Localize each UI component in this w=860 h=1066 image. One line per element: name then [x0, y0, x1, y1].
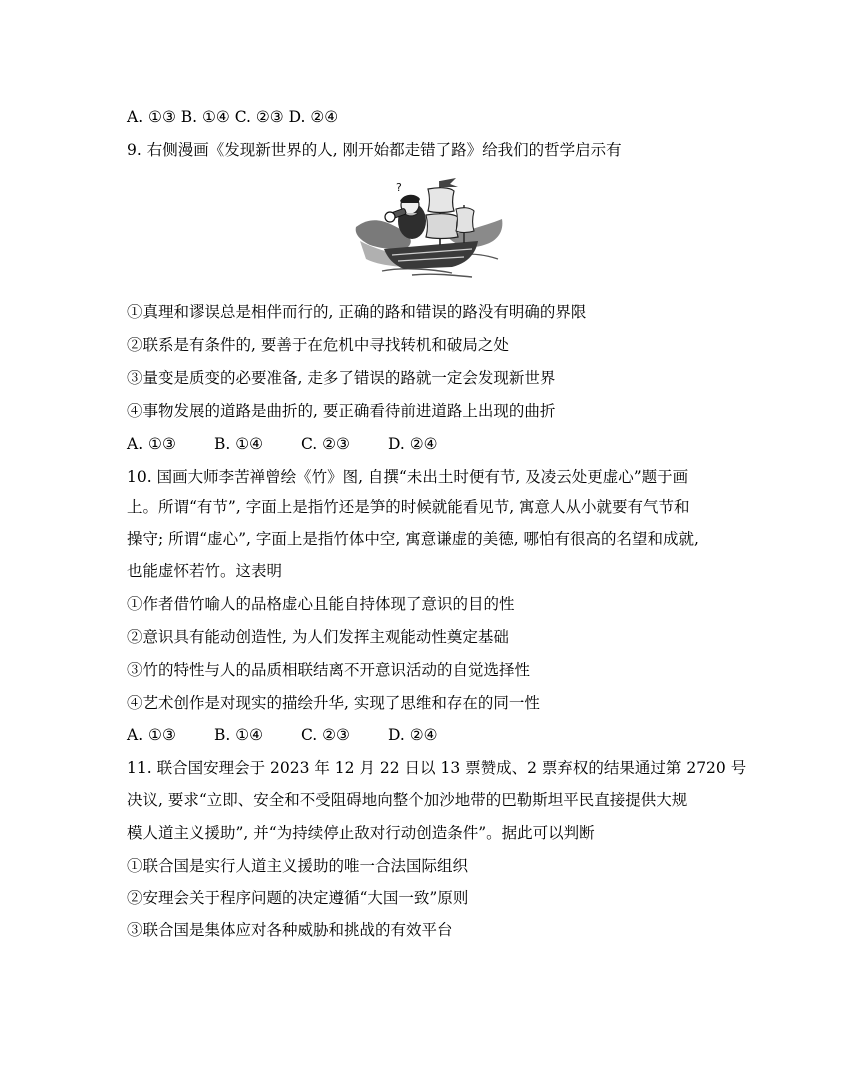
q10-option-b: B. ①④ [214, 726, 264, 744]
q10-stem-line-3: 操守; 所谓“虚心”, 字面上是指竹体中空, 寓意谦虚的美德, 哪怕有很高的名望和成就, [127, 530, 699, 548]
q9-options [127, 434, 438, 454]
svg-text:?: ? [396, 181, 402, 194]
q10-option-c: C. ②③ [301, 726, 350, 744]
q9-statement-1: ①真理和谬误总是相伴而行的, 正确的路和错误的路没有明确的界限 [127, 303, 587, 321]
q9-option-d: D. ②④ [388, 435, 438, 453]
q10-statement-3: ③竹的特性与人的品质相联结离不开意识活动的自觉选择性 [127, 661, 531, 679]
q9-stem: 9. 右侧漫画《发现新世界的人, 刚开始都走错了路》给我们的哲学启示有 [127, 141, 622, 159]
q9-statement-2: ②联系是有条件的, 要善于在危机中寻找转机和破局之处 [127, 336, 509, 354]
q10-options [127, 725, 438, 745]
q11-stem-line-3: 模人道主义援助”, 并“为持续停止敌对行动创造条件”。据此可以判断 [127, 824, 595, 842]
q11-statement-2: ②安理会关于程序问题的决定遵循“大国一致”原则 [127, 889, 469, 907]
q8-options-line: A. ①③ B. ①④ C. ②③ D. ②④ [127, 108, 339, 126]
q10-stem-line-4: 也能虚怀若竹。这表明 [127, 562, 283, 580]
q9-option-b: B. ①④ [214, 435, 264, 453]
q9-option-a: A. ①③ [127, 435, 176, 453]
q10-option-d: D. ②④ [388, 726, 438, 744]
q11-statement-3: ③联合国是集体应对各种威胁和挑战的有效平台 [127, 921, 453, 939]
q11-stem-line-1: 11. 联合国安理会于 2023 年 12 月 22 日以 13 票赞成、2 票弃权的结果通过第 2720 号 [127, 759, 747, 777]
ship-cartoon-image [352, 175, 506, 281]
q10-statement-4: ④艺术创作是对现实的描绘升华, 实现了思维和存在的同一性 [127, 694, 540, 712]
q11-stem-line-2: 决议, 要求“立即、安全和不受阻碍地向整个加沙地带的巴勒斯坦平民直接提供大规 [127, 791, 688, 809]
q10-stem-line-1: 10. 国画大师李苦禅曾绘《竹》图, 自撰“未出土时便有节, 及凌云处更虚心”题于画 [127, 468, 689, 486]
q11-statement-1: ①联合国是实行人道主义援助的唯一合法国际组织 [127, 857, 469, 875]
q10-stem-line-2: 上。所谓“有节”, 字面上是指竹还是笋的时候就能看见节, 寓意人从小就要有气节和 [127, 498, 690, 516]
q10-statement-1: ①作者借竹喻人的品格虚心且能自持体现了意识的目的性 [127, 595, 515, 613]
q9-statement-4: ④事物发展的道路是曲折的, 要正确看待前进道路上出现的曲折 [127, 402, 556, 420]
q10-statement-2: ②意识具有能动创造性, 为人们发挥主观能动性奠定基础 [127, 628, 509, 646]
q9-option-c: C. ②③ [301, 435, 350, 453]
q9-statement-3: ③量变是质变的必要准备, 走多了错误的路就一定会发现新世界 [127, 369, 556, 387]
q10-option-a: A. ①③ [127, 726, 176, 744]
